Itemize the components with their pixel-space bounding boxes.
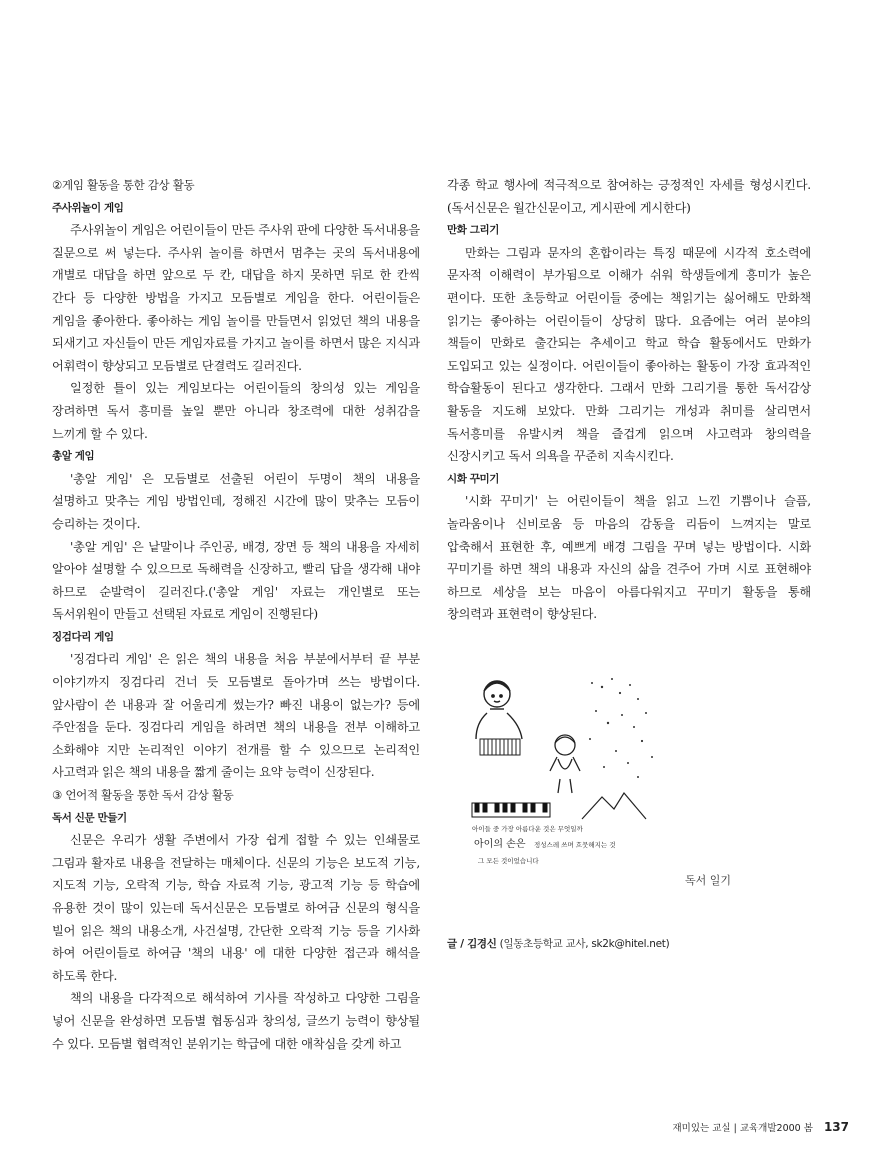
paragraph-poem-picture: '시화 꾸미기' 는 어린이들이 책을 읽고 느낀 기쁨이나 슬픔, 놀라움이나 신비로움 등 마음의 감동을 리듬이 느껴지는 말로 압축해서 표현한 후, 예쁘게 배경 그림을 꾸며 넣는 방법이다. 시화 꾸미기를 하면 책의 내용과 자신의 삶을 견주어 가며 시로 표현해야 하므로 세상을 보는 마음이 아름다워지고 꾸미기 활동을 통해 창의력과 표현력이 향상된다. (447, 494, 811, 622)
keyboard-strip (472, 803, 550, 817)
child-figure-left (476, 681, 522, 739)
subheading-dice-game: 주사위놀이 게임 (52, 201, 124, 214)
child-figure-right (550, 735, 580, 793)
paragraph-newspaper-2: 책의 내용을 다각적으로 해석하여 기사를 작성하고 다양한 그림을 넣어 신문을 완성하면 모듬별 협동심과 창의성, 글쓰기 능력이 향상될 수 있다. 모듬별 협력적인 분위기는 학급에 대한 애착심을 갖게 하고 (52, 991, 420, 1051)
sparkle-dots (589, 678, 653, 778)
subheading-newspaper: 독서 신문 만들기 (52, 811, 127, 824)
magazine-title: 재미있는 교실 | 교육개발2000 봄 (672, 1123, 813, 1134)
section-heading-verbal: ③ 언어적 활동을 통한 독서 감상 활동 (52, 788, 234, 803)
mountain-drawing (582, 793, 646, 819)
right-column (447, 174, 811, 626)
subheading-poem-picture: 시화 꾸미기 (447, 472, 499, 485)
handwritten-line-3: 그 모든 것이었습니다 (478, 857, 539, 865)
figure-caption: 독서 일기 (685, 874, 732, 887)
paragraph-stepping: '징검다리 게임' 은 읽은 책의 내용을 처음 부분에서부터 끝 부분 이야기까지 징검다리 건너 듯 모듬별로 돌아가며 쓰는 방법이다. 앞사람이 쓴 내용과 잘 어울리게 썼는가? 빠진 내용이 없는가? 등에 주안점을 둔다. 징검다리 게임을 하려면 책의 내용을 전부 이해하고 소화해야 지만 논리적인 이야기 전개를 할 수 있으므로 논리적인 사고력과 읽은 책의 내용을 짧게 줄이는 요약 능력이 신장된다. (52, 652, 420, 780)
handwritten-line-1: 아이들 중 가장 아름다운 것은 무엇일까 (472, 825, 583, 833)
handwritten-line-2: 아이의 손은 (474, 839, 526, 850)
subheading-comic: 만화 그리기 (447, 224, 499, 237)
reading-diary-drawing (462, 667, 677, 882)
page-footer (673, 1120, 850, 1134)
paragraph-newspaper-continued: 각종 학교 행사에 적극적으로 참여하는 긍정적인 자세를 형성시킨다.(독서신문은 월간신문이고, 게시판에 게시한다) (447, 178, 811, 215)
paragraph-dice-1: 주사위놀이 게임은 어린이들이 만든 주사위 판에 다양한 독서내용을 질문으로 써 넣는다. 주사위 놀이를 하면서 멈추는 곳의 독서내용에 개별로 대답을 하면 앞으로 두 칸, 대답을 하지 못하면 뒤로 한 칸씩 간다 등 다양한 방법을 가지고 모듬별로 게임을 한다. 어린이들은 게임을 좋아한다. 좋아하는 게임 놀이를 만들면서 읽었던 책의 내용을 되새기고 자신들이 만든 게임자료를 가지고 놀이를 하면서 많은 지식과 어휘력이 향상되고 모듬별로 단결력도 길러진다. (52, 223, 420, 373)
paragraph-golden-2: '총알 게임' 은 낱말이나 주인공, 배경, 장면 등 책의 내용을 자세히 알아야 설명할 수 있으므로 독해력을 신장하고, 빨리 답을 생각해 내야 하므로 순발력이 길러진다.('총알 게임' 자료는 개인별로 또는 독서위원이 만들고 선택된 자료로 게임이 진행된다) (52, 539, 420, 622)
author-byline (447, 936, 669, 951)
paragraph-dice-2: 일정한 틀이 있는 게임보다는 어린이들의 창의성 있는 게임을 장려하면 독서 흥미를 높일 뿐만 아니라 창조력에 대한 성취감을 느끼게 할 수 있다. (52, 381, 420, 441)
basket-drawing (480, 739, 520, 755)
author-name: 글 / 김경신 (447, 938, 497, 950)
paragraph-golden-1: '총알 게임' 은 모듬별로 선출된 어린이 두명이 책의 내용을 설명하고 맞추는 게임 방법인데, 정해진 시간에 많이 맞추는 모듬이 승리하는 것이다. (52, 471, 420, 531)
author-detail: (일동초등학교 교사, sk2k@hitel.net) (499, 938, 670, 950)
handwritten-line-2b: 정성스레 쓰며 흐뭇해지는 것 (534, 841, 616, 849)
page-number: 137 (823, 1120, 849, 1134)
paragraph-comic: 만화는 그림과 문자의 혼합이라는 특징 때문에 시각적 호소력에 문자적 이해력이 부가됨으로 이해가 쉬워 학생들에게 흥미가 높은 편이다. 또한 초등학교 어린이들 중에는 책읽기는 싫어해도 만화책 읽기는 좋아하는 어린이들이 상당히 많다. 요즘에는 여러 분야의 책들이 만화로 출간되는 추세이고 학교 학습 활동에서도 만화가 도입되고 있는 실정이다. 어린이들이 좋아하는 활동이 가장 효과적인 학습활동이 된다고 생각한다. 그래서 만화 그리기를 통한 독서감상 활동을 지도해 보았다. 만화 그리기는 개성과 취미를 살리면서 독서흥미를 유발시켜 책을 즐겁게 읽으며 사고력과 창의력을 신장시키고 독서 의욕을 꾸준히 지속시킨다. (447, 245, 811, 464)
subheading-golden-bell: 총알 게임 (52, 450, 95, 463)
left-column (52, 174, 420, 1055)
section-heading-game: ②게임 활동을 통한 감상 활동 (52, 178, 195, 192)
paragraph-newspaper-1: 신문은 우리가 생활 주변에서 가장 쉽게 접할 수 있는 인쇄물로 그림과 활자로 내용을 전달하는 매체이다. 신문의 기능은 보도적 기능, 지도적 기능, 오락적 기능, 학습 자료적 기능, 광고적 기능 등 학습에 유용한 것이 많이 있는데 독서신문은 모듬별로 하여금 신문의 형식을 빌어 읽은 책의 내용소개, 사건설명, 간단한 오락적 기능 등을 기사화 하여 어린이들로 하여금 '책의 내용' 에 대한 다양한 접근과 해석을 하도록 한다. (52, 833, 420, 983)
subheading-stepping-stone: 징검다리 게임 (52, 630, 114, 643)
